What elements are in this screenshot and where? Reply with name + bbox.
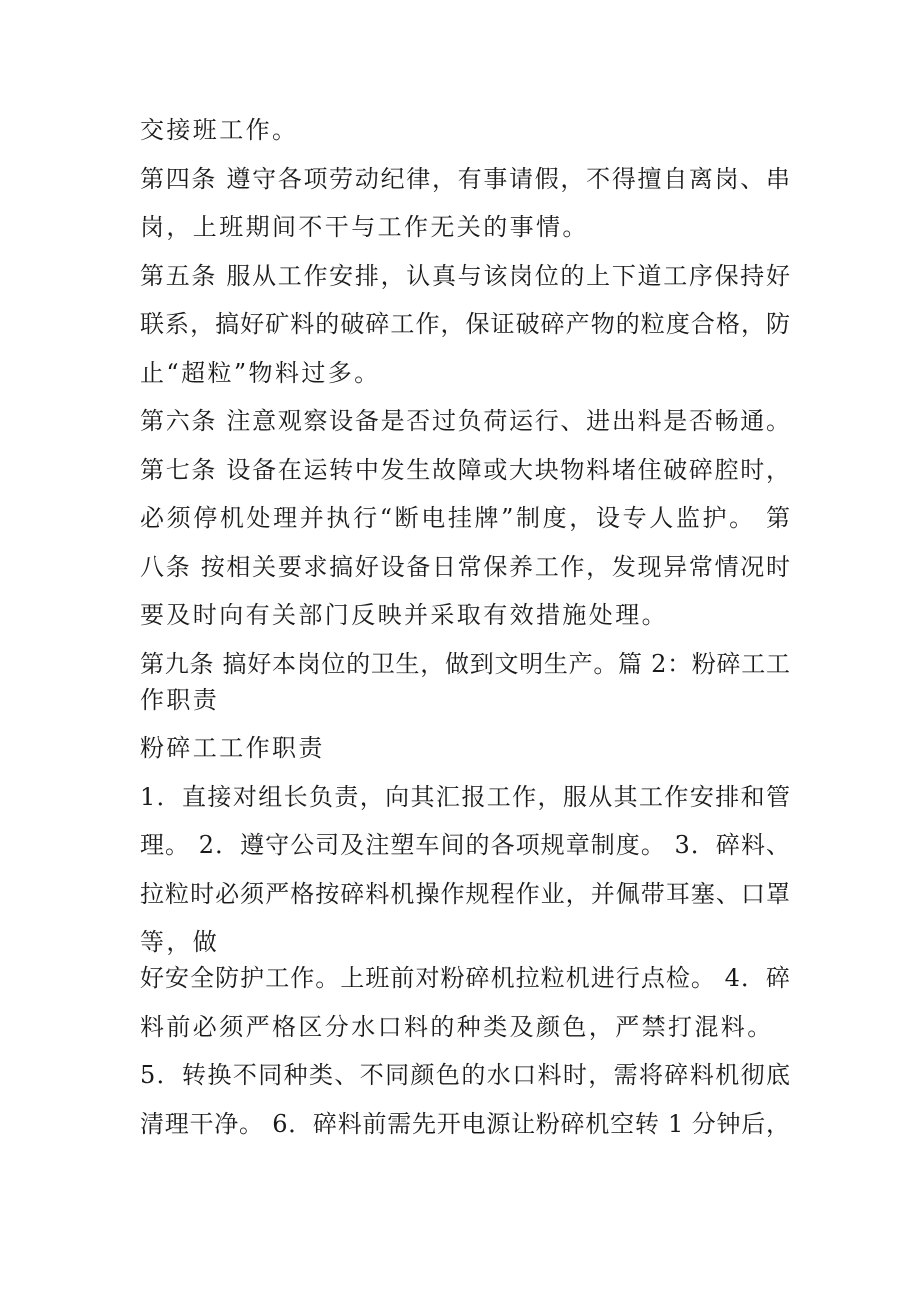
text-line: 第五条 服从工作安排，认真与该岗位的上下道工序保持好 (140, 261, 790, 290)
text-line: 交接班工作。 (140, 116, 299, 144)
text-line: 止“超粒”物料过多。 (140, 358, 381, 387)
text-line: 等，做 (140, 928, 220, 956)
text-line: 1．直接对组长负责，向其汇报工作，服从其工作安排和管 (140, 782, 790, 811)
text-line: 第四条 遵守各项劳动纪律，有事请假，不得擅自离岗、串 (140, 164, 790, 193)
text-line: 第六条 注意观察设备是否过负荷运行、进出料是否畅通。 (140, 407, 790, 435)
text-line: 第九条 搞好本岗位的卫生，做到文明生产。篇 2：粉碎工工 (140, 649, 790, 678)
text-line: 作职责 (140, 685, 220, 714)
text-line: 理。 2．遵守公司及注塑车间的各项规章制度。 3．碎料、 (140, 831, 790, 859)
text-line: 联系，搞好矿料的破碎工作，保证破碎产物的粒度合格，防 (140, 310, 790, 338)
text-line: 必须停机处理并执行“断电挂牌”制度，设专人监护。 第 (140, 504, 790, 532)
text-line: 清理干净。 6．碎料前需先开电源让粉碎机空转 1 分钟后， (140, 1109, 790, 1138)
text-line: 岗，上班期间不干与工作无关的事情。 (140, 213, 589, 241)
text-line: 第七条 设备在运转中发生故障或大块物料堵住破碎腔时， (140, 455, 790, 484)
text-line: 八条 按相关要求搞好设备日常保养工作，发现异常情况时 (140, 552, 790, 581)
text-line: 5．转换不同种类、不同颜色的水口料时，需将碎料机彻底 (140, 1061, 790, 1089)
text-line: 要及时向有关部门反映并采取有效措施处理。 (140, 601, 668, 629)
text-line: 拉粒时必须严格按碎料机操作规程作业，并佩带耳塞、口罩 (140, 879, 790, 908)
text-line: 好安全防护工作。上班前对粉碎机拉粒机进行点检。 4．碎 (140, 964, 790, 992)
text-line: 料前必须严格区分水口料的种类及颜色，严禁打混料。 (140, 1012, 774, 1041)
document-body (140, 112, 790, 1154)
section-heading: 粉碎工工作职责 (140, 734, 325, 762)
